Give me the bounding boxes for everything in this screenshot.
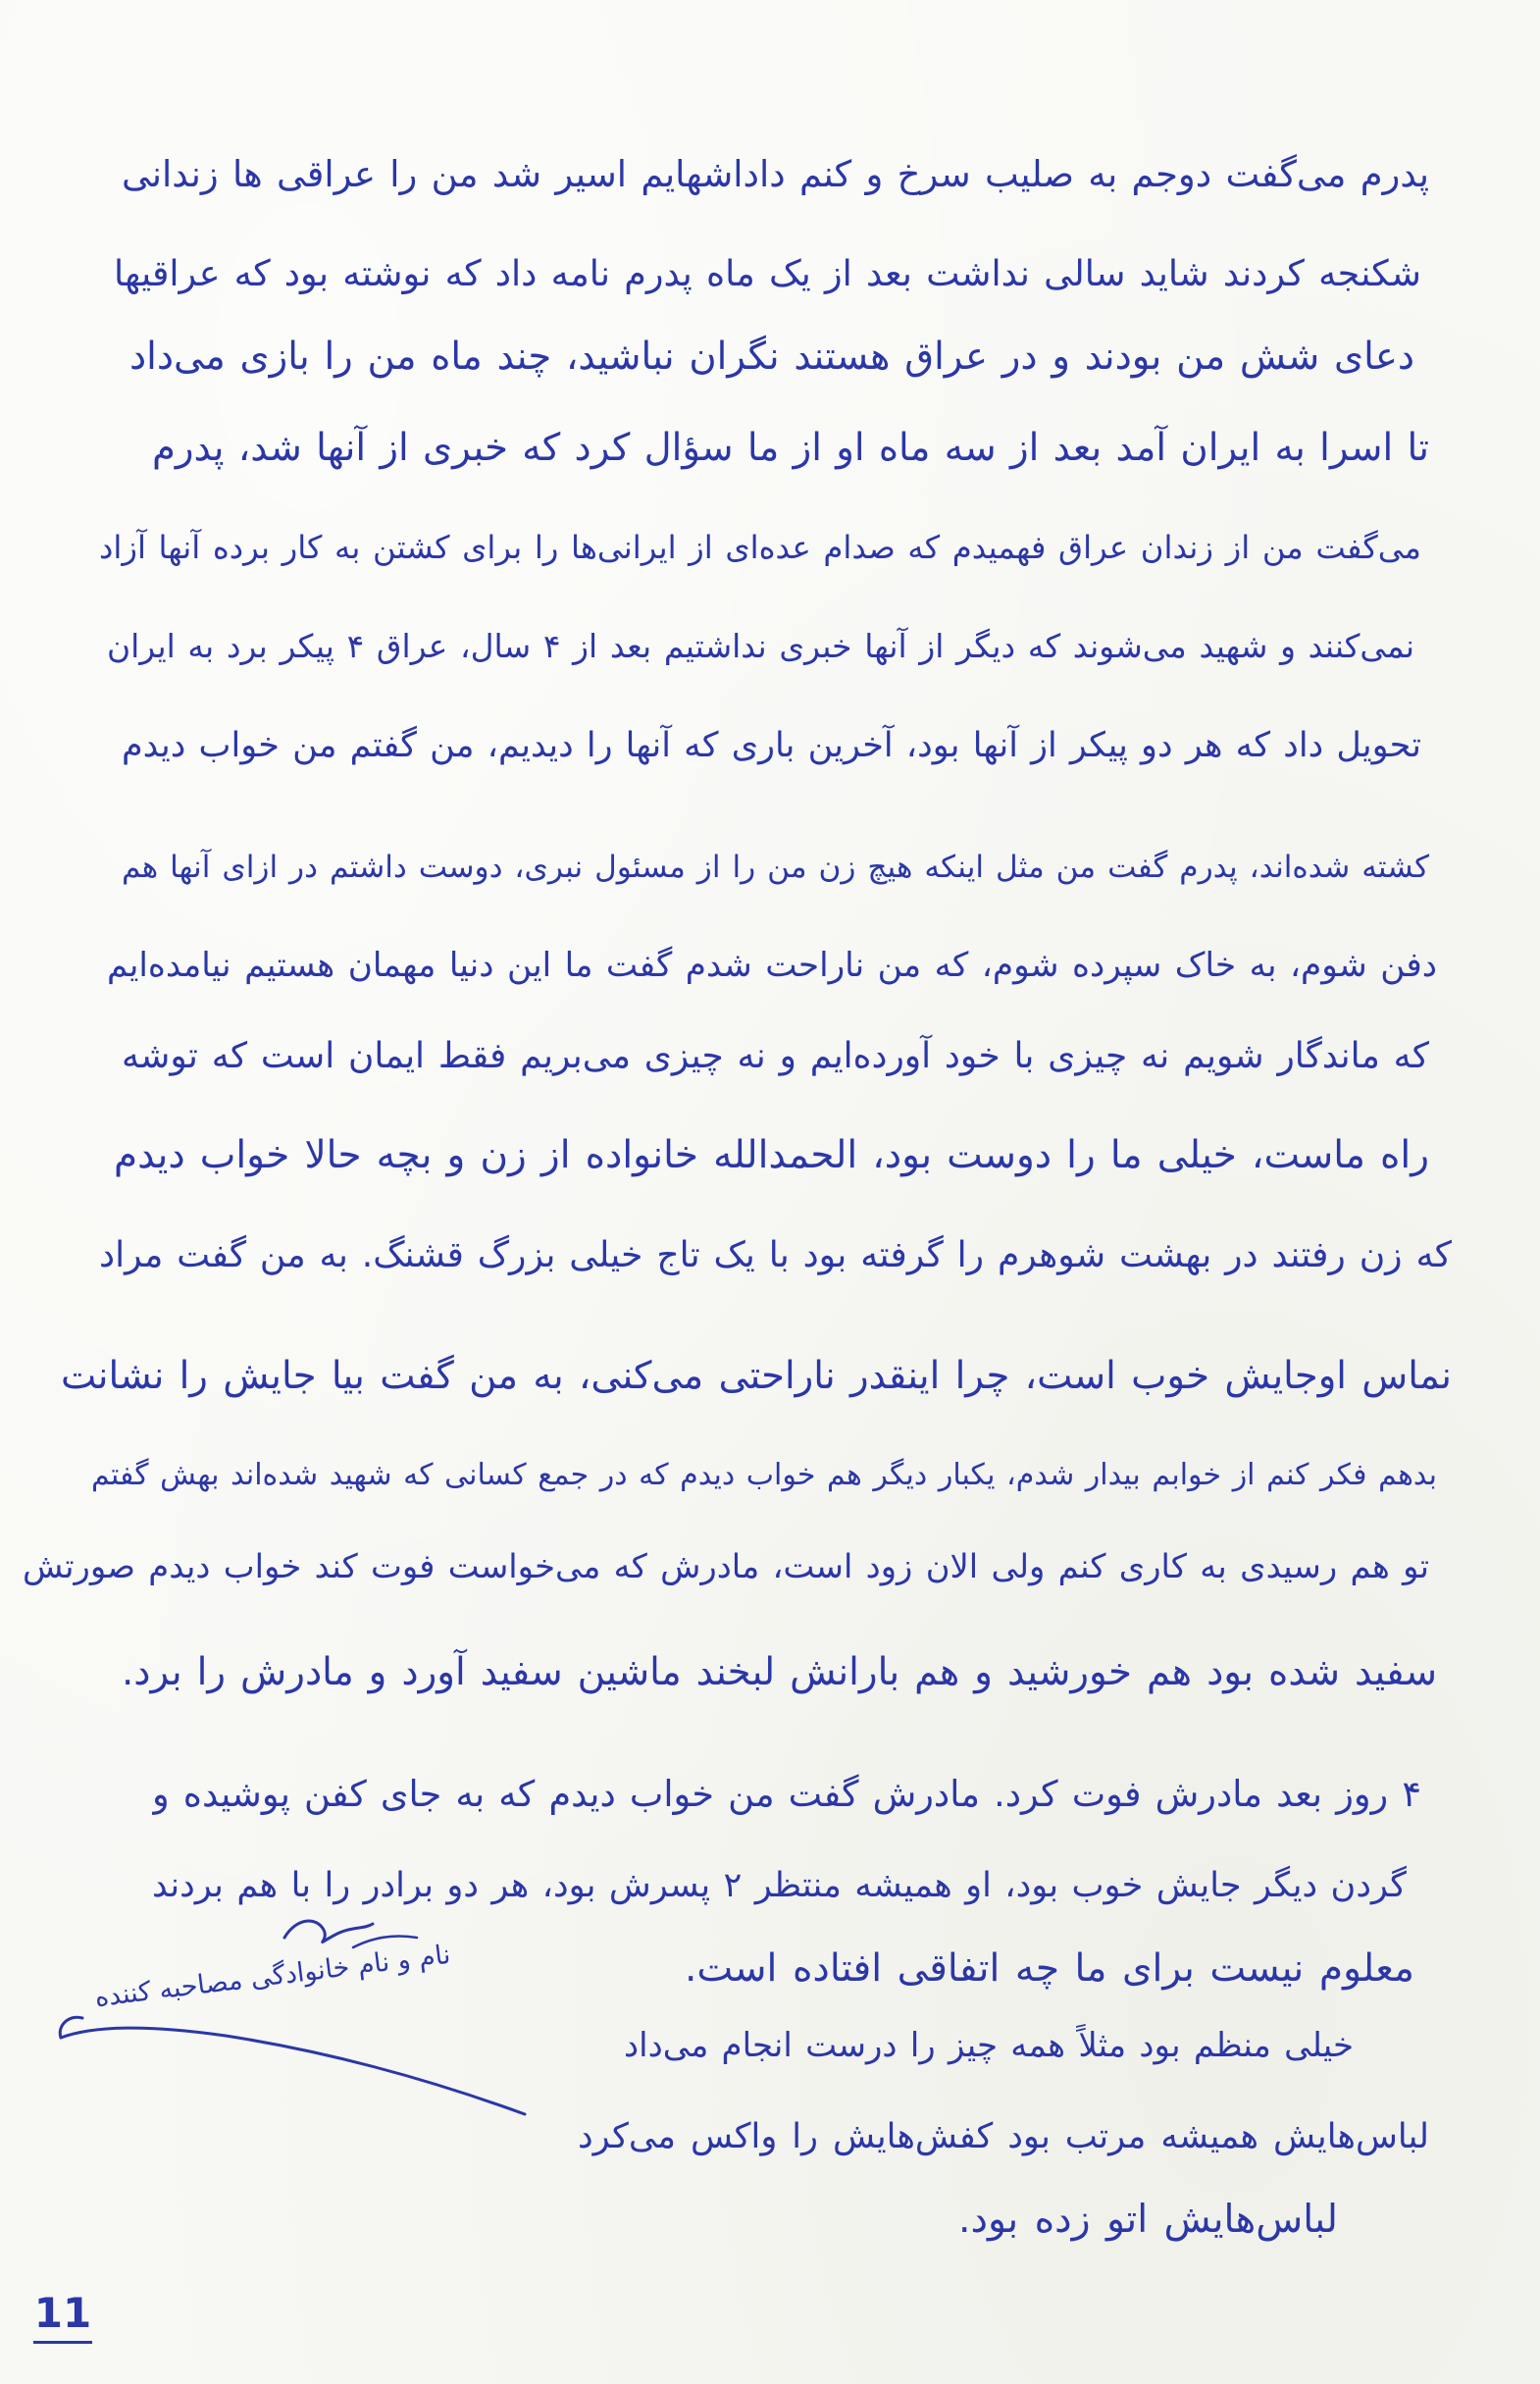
- text-line: که زن رفتند در بهشت شوهرم را گرفته بود با یک تاج خیلی بزرگ قشنگ. به من گفت مراد: [99, 1234, 1452, 1275]
- text-line: تا اسرا به ایران آمد بعد از سه ماه او از ما سؤال کرد که خبری از آنها شد، پدرم: [152, 426, 1429, 470]
- text-line: که ماندگار شویم نه چیزی با خود آورده‌ایم و نه چیزی می‌بریم فقط ایمان است که توشه: [122, 1036, 1429, 1076]
- text-line: ۴ روز بعد مادرش فوت کرد. مادرش گفت من خواب دیدم که به جای کفن پوشیده و: [152, 1773, 1421, 1815]
- text-line: تو هم رسیدی به کاری کنم ولی الان زود است، مادرش که می‌خواست فوت کند خواب دیدم صورتش: [23, 1547, 1429, 1585]
- text-line: شکنجه کردند شاید سالی نداشت بعد از یک ماه پدرم نامه داد که نوشته بود که عراقیها: [114, 252, 1421, 294]
- signature-label: نام و نام خانوادگی مصاحبه کننده: [92, 1939, 452, 2014]
- text-line: تحویل داد که هر دو پیکر از آنها بود، آخرین باری که آنها را دیدیم، من گفتم من خواب دیدم: [122, 726, 1421, 765]
- page-number: 11: [33, 2286, 92, 2344]
- text-line: لباس‌هایش اتو زده بود.: [958, 2198, 1338, 2242]
- text-line: بدهم فکر کنم از خوابم بیدار شدم، یکبار دیگر هم خواب دیدم که در جمع کسانی که شهید شده‌اند بهش گفتم: [91, 1458, 1437, 1492]
- text-line: نماس اوجایش خوب است، چرا اینقدر ناراحتی می‌کنی، به من گفت بیا جایش را نشانت: [61, 1354, 1452, 1398]
- text-line: می‌گفت من از زندان عراق فهمیدم که صدام عده‌ای از ایرانی‌ها را برای کشتن به کار برده آنها آزاد: [99, 529, 1421, 566]
- text-line: دفن شوم، به خاک سپرده شوم، که من ناراحت شدم گفت ما این دنیا مهمان هستیم نیامده‌ایم: [107, 946, 1437, 985]
- text-line: لباس‌هایش همیشه مرتب بود کفش‌هایش را واکس می‌کرد: [578, 2116, 1429, 2156]
- text-line: دعای شش من بودند و در عراق هستند نگران نباشید، چند ماه من را بازی می‌داد: [129, 335, 1414, 379]
- text-line: نمی‌کنند و شهید می‌شوند که دیگر از آنها خبری نداشتیم بعد از ۴ سال، عراق ۴ پیکر برد به ایران: [107, 627, 1414, 665]
- text-line: راه ماست، خیلی ما را دوست بود، الحمدالله خانواده از زن و بچه حالا خواب دیدم: [114, 1133, 1429, 1177]
- text-line: سفید شده بود هم خورشید و هم بارانش لبخند ماشین سفید آورد و مادرش را برد.: [122, 1650, 1437, 1694]
- text-line: خیلی منظم بود مثلاً همه چیز را درست انجام می‌داد: [624, 2026, 1354, 2065]
- text-line: پدرم می‌گفت دوجم به صلیب سرخ و کنم داداشهایم اسیر شد من را عراقی ها زندانی: [122, 153, 1429, 195]
- text-line: معلوم نیست برای ما چه اتفاقی افتاده است.: [685, 1946, 1414, 1991]
- text-line: کشته شده‌اند، پدرم گفت من مثل اینکه هیچ زن من را از مسئول نبری، دوست داشتم در ازای آنها هم: [122, 850, 1429, 885]
- text-line: گردن دیگر جایش خوب بود، او همیشه منتظر ۲ پسرش بود، هر دو برادر را با هم بردند: [152, 1865, 1407, 1905]
